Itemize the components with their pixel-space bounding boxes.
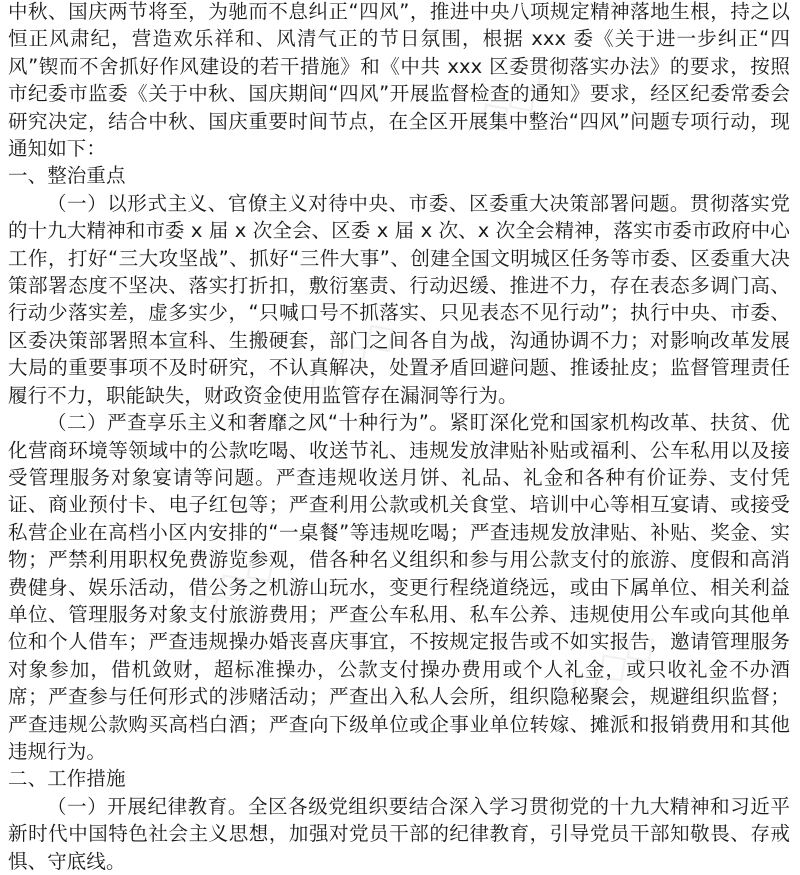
watermark: ◇◇◇ [554,615,667,716]
section-heading-focus: 一、整治重点 [8,164,126,188]
watermark: ◇◇◇ [464,45,577,146]
section-heading-measures: 二、工作措施 [8,767,126,791]
document-body [8,0,790,875]
focus-item-1: （一）以形式主义、官僚主义对待中央、市委、区委重大决策部署问题。贯彻落实党的十九大精神和市委 x 届 x 次全会、区委 x 届 x 次、x 次全会精神，落实市委市政府中心工作，打好“三大攻坚战”、抓好“三件大事”、创建全国文明城区任务等市委、区委重大决策部署态度不坚决、落实打折扣，敷衍塞责、行动迟缓、推进不力，存在表态多调门高、行动少落实差，虚多实少，“只喊口号不抓落实、只见表态不见行动”；执行中央、市委、区委决策部署照本宣科、生搬硬套，部门之间各自为战，沟通协调不力；对影响改革发展大局的重要事项不及时研究，不认真解决，处置矛盾回避问题、推诿扯皮；监督管理责任履行不力，职能缺失，财政资金使用监管存在漏洞等行为。 [8,191,790,407]
intro-paragraph: 中秋、国庆两节将至，为驰而不息纠正“四风”，推进中央八项规定精神落地生根，持之以恒正风肃纪，营造欢乐祥和、风清气正的节日氛围，根据 xxx 委《关于进一步纠正“四风”锲而不舍抓好作风建设的若干措施》和《中共 xxx 区委贯彻落实办法》的要求，按照市纪委市监委《关于中秋、国庆期间“四风”开展监督检查的通知》要求，经区纪委常委会研究决定，结合中秋、国庆重要时间节点，在全区开展集中整治“四风”问题专项行动，现通知如下： [8,0,790,161]
focus-item-2: （二）严查享乐主义和奢靡之风“十种行为”。紧盯深化党和国家机构改革、扶贫、优化营商环境等领域中的公款吃喝、收送节礼、违规发放津贴补贴或福利、公车私用以及接受管理服务对象宴请等问题。严查违规收送月饼、礼品、礼金和各种有价证券、支付凭证、商业预付卡、电子红包等；严查利用公款或机关食堂、培训中心等相互宴请、或接受私营企业在高档小区内安排的“一桌餐”等违规吃喝；严查违规发放津贴、补贴、奖金、实物；严禁利用职权免费游览参观，借各种名义组织和参与用公款支付的旅游、度假和高消费健身、娱乐活动，借公务之机游山玩水，变更行程绕道绕远，或由下属单位、相关利益单位、管理服务对象支付旅游费用；严查公车私用、私车公养、违规使用公车或向其他单位和个人借车；严查违规操办婚丧喜庆事宜，不按规定报告或不如实报告，邀请管理服务对象参加，借机敛财，超标准操办，公款支付操办费用或个人礼金，或只收礼金不办酒席；严查参与任何形式的涉赌活动；严查出入私人会所，组织隐秘聚会，规避组织监督；严查违规公款购买高档白酒；严查向下级单位或企事业单位转嫁、摊派和报销费用和其他违规行为。 [8,411,790,763]
watermark: ◇◇◇ [294,305,407,406]
watermark: ◇◇◇ [174,535,287,636]
measures-item-1: （一）开展纪律教育。全区各级党组织要结合深入学习贯彻党的十九大精神和习近平新时代中国特色社会主义思想，加强对党员干部的纪律教育，引导党员干部知敬畏、存戒惧、守底线。 [8,794,790,873]
